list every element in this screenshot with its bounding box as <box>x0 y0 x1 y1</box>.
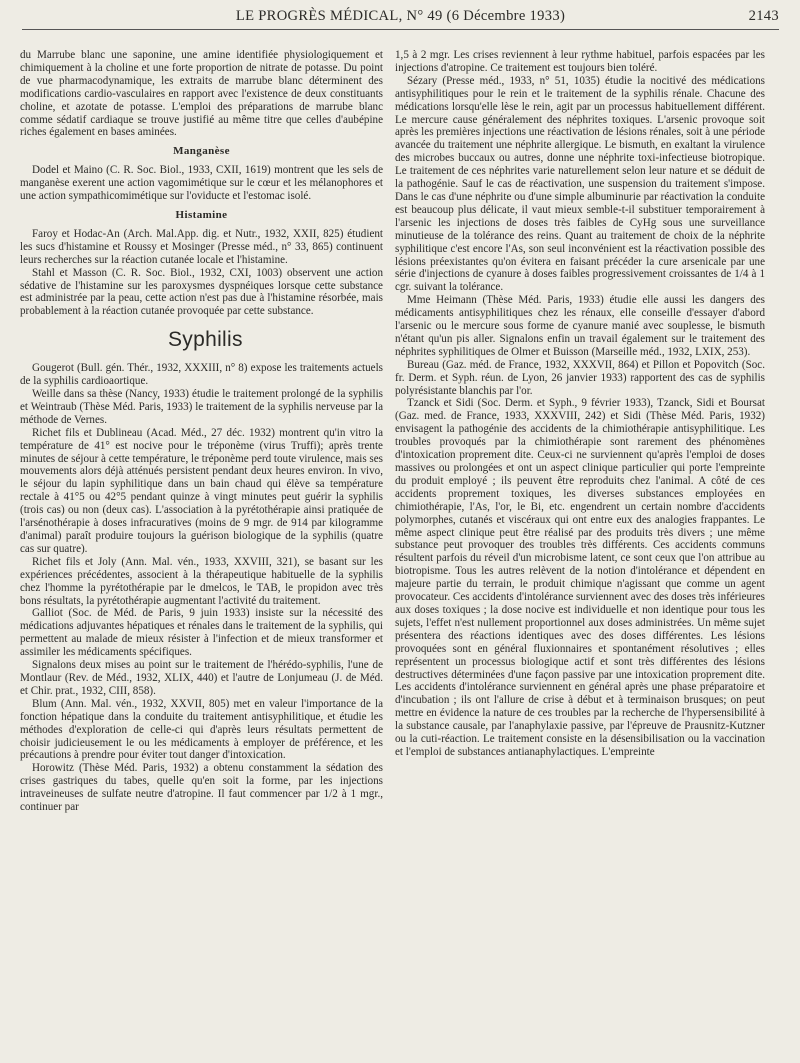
paragraph: Gougerot (Bull. gén. Thér., 1932, XXXIII, n° 8) expose les traitements actuels de la syphilis cardioaortique. <box>20 362 383 388</box>
right-column <box>395 49 765 759</box>
paragraph: Richet fils et Joly (Ann. Mal. vén., 1933, XXVIII, 321), se basant sur les expériences précédentes, associent à la thérapeutique habituelle de la syphilis chez l'homme la pyrétothérapie par le dmelcos, le TAB, le propidon avec très bons résultats, la pyrétothérapie augmentant l'activité du traitement. <box>20 555 383 607</box>
page-header <box>22 8 779 30</box>
page-number: 2143 <box>748 8 779 24</box>
paragraph: Blum (Ann. Mal. vén., 1932, XXVII, 805) met en valeur l'importance de la fonction hépatique dans la conduite du traitement antisyphilitique, et étudie les méthodes d'exploration de celle-ci qui d'après leurs résultats permettent de choisir judicieusement le ou les médicaments à employer de préférence, et les précautions à prendre pour éviter tout danger d'intoxication. <box>20 697 383 762</box>
section-heading-syphilis: Syphilis <box>168 328 243 352</box>
paragraph: Weille dans sa thèse (Nancy, 1933) étudie le traitement prolongé de la syphilis et Weintraub (Thèse Méd. Paris, 1933) le traitement de la syphilis nerveuse par la méthode de Vernes. <box>20 388 383 426</box>
header-rule <box>22 29 779 30</box>
paragraph: Stahl et Masson (C. R. Soc. Biol., 1932, CXI, 1003) observent une action sédative de l'histamine sur les paroxysmes dyspnéiques lorsque cette substance est administrée par la peau, cette action n'est pas due à l'histamine résorbée, mais probablement à la réaction cutanée provoquée par cette substance. <box>20 266 383 318</box>
journal-title: LE PROGRÈS MÉDICAL, N° 49 (6 Décembre 1933) <box>235 8 566 24</box>
paragraph: Signalons deux mises au point sur le traitement de l'hérédo-syphilis, l'une de Montlaur (Rev. de Méd., 1932, XLIX, 440) et l'autre de Lonjumeau (J. de Méd. et Chir. prat., 1932, CIII, 858). <box>20 659 383 697</box>
paragraph: Mme Heimann (Thèse Méd. Paris, 1933) étudie elle aussi les dangers des médicaments antisyphilitiques chez les rénaux, elle conseille d'essayer d'abord l'arsenic ou le mercure sous forme de cyanure manié avec souplesse, le bismuth n'étant qu'un pis aller. Signalons enfin un travail également sur le traitement des néphrites syphilitiques de Olmer et Buisson (Marseille méd., 1932, LXIX, 253). <box>395 294 765 358</box>
paragraph: Tzanck et Sidi (Soc. Derm. et Syph., 9 février 1933), Tzanck, Sidi et Boursat (Gaz. med. de France, 1933, XXXVIII, 242) et Sidi (Thèse Méd. Paris, 1932) envisagent la pathogénie des accidents de la chimiothérapie antisyphilitique. Les troubles provoqués par la chimiothérapie sont rarement des phénomènes d'intoxication proprement dite. Ceux-ci ne surviennent qu'après l'emploi de doses massives ou prolongées et ont un aspect clinique particulier qui porte l'empreinte du produit employé ; ils peuvent être reproduits chez l'animal. A côté de ces accidents proprement toxiques, les diverses substances employées en chimiothérapie, l'As, l'or, le Bi, etc. engendrent un certain nombre d'accidents polymorphes, cutanés et viscéraux qui ont entre eux des analogies frappantes. Le même aspect clinique peut être réalisé par des produits très divers ; une même substance peut provoquer des troubles très différents. Ces accidents communs résultent parfois du réveil d'un microbisme latent, ce sont ceux que l'on attribue au biotropisme. Tous les autres relèvent de la notion d'intolérance et dépendent en majeure partie du terrain, le produit chimique n'agissant que comme un agent provocateur. Ces accidents d'intolérance surviennent avec des doses très inférieures aux doses toxiques ; la dose nocive est individuelle et non identique pour tous les sujets, l'effet n'est nullement proportionnel aux doses administrées. Un même sujet présentera des réactions identiques avec des doses différentes. Les lésions provoquées sont en général fluxionnaires et spontanément résolutives ; elles représentent un processus biologique actif et sont très différentes des lésions destructives déterminées d'une façon passive par une intoxication proprement dite. Les accidents d'intolérance surviennent en général après une phase préparatoire et d'incubation ; ils ont l'allure de crise à début et à terminaison brusques; on peut mettre en évidence la nature de ces troubles par la recherche de l'hypersensibilité à la substance causale, par l'anaphylaxie passive, par l'épreuve de Prausnitz-Kutzner ou la cuti-réaction. Le traitement consiste en la désensibilisation ou la vaccination et l'emploi de substances antianaphylactiques. L'empreinte <box>395 397 765 758</box>
paragraph: du Marrube blanc une saponine, une amine identifiée physiologiquement et chimiquement à la choline et une forte proportion de nitrate de potasse. Du point de vue pharmacodynamique, les extraits de marrube blanc déterminent des modifications cardio-vasculaires en rapport avec l'existence de deux constituants choline, et azotate de potasse. L'emploi des préparations de marrube blanc comme sédatif cardiaque se trouve justifié au même titre que celles d'aubépine riches également en bases aminées. <box>20 49 383 139</box>
paragraph: 1,5 à 2 mgr. Les crises reviennent à leur rythme habituel, parfois espacées par les injections d'atropine. Ce traitement est toujours bien toléré. <box>395 49 765 74</box>
paragraph: Faroy et Hodac-An (Arch. Mal.App. dig. et Nutr., 1932, XXII, 825) étudient les sucs d'histamine et Roussy et Mosinger (Presse méd., n° 33, 865) continuent leurs recherches sur la réaction cutanée locale et l'histamine. <box>20 227 383 266</box>
paragraph: Galliot (Soc. de Méd. de Paris, 9 juin 1933) insiste sur la nécessité des médications adjuvantes hépatiques et rénales dans le traitement de la syphilis, qui permettent au malade de mieux résister à l'infection et de mieux transformer et assimiler les médicaments spécifiques. <box>20 607 383 659</box>
paragraph: Sézary (Presse méd., 1933, n° 51, 1035) étudie la nocitivé des médications antisyphilitiques pour le rein et le traitement de la syphilis rénale. Chacune des médications lorsqu'elle lèse le rein, agit par un processus habituellement différent. Le mercure cause généralement des néphrites toxiques. L'arsenic provoque soit après les premières injections une réactivation de lésions rénales, soit à une période avancée du traitement une néphrite allergique. Le bismuth, en exaltant la virulence des microbes buccaux ou autres, donne une néphrite toxi-infectieuse biotropique. Le traitement de ces néphrites varie naturellement selon leur nature et se déduit de la pathogénie. Sauf le cas de réactivation, une suspension du traitement s'impose. Dans le cas d'une néphrite ou d'une simple albuminurie par réactivation la conduite est beaucoup plus délicate, il vaut mieux semble-t-il substituer temporairement à l'arsenic les injections de doses très faibles de CyHg sous une surveillance minutieuse de la tolérance des reins. Quant au traitement de choix de la néphrite syphilitique c'est encore l'As, son seul inconvénient est la réactivation possible des lésions préexistantes qu'on évitera en faisant précéder la cure arsenicale par une série d'injections de cyanure à doses faibles progressivement croissantes de 1/4 à 1 cgr. suivant la tolérance. <box>395 74 765 294</box>
left-column <box>20 49 383 814</box>
subheading-histamine: Histamine <box>175 208 228 221</box>
paragraph: Bureau (Gaz. méd. de France, 1932, XXXVII, 864) et Pillon et Popovitch (Soc. fr. Derm. et Syph. réun. de Lyon, 26 janvier 1933) rapportent des cas de syphilis polyrésistante blanchis par l'or. <box>395 358 765 397</box>
subheading-manganese: Manganèse <box>173 145 230 158</box>
paragraph: Richet fils et Dublineau (Acad. Méd., 27 déc. 1932) montrent qu'in vitro la température de 41° est nocive pour le tréponème (virus Truffi); après trente minutes de séjour à cette température, le tréponème perd toute virulence, mais ses mouvements alors déjà atténués persistent pendant deux heures environ. In vivo, le séjour du lapin syphilitique dans un bain chaud qui élève sa température rectale à 41°5 ou 42°5 pendant quinze à vingt minutes peut guérir la syphilis (trois cas) ou non (deux cas). L'association à la pyrétothérapie ainsi pratiquée de l'arsénothérapie à doses infracuratives (moins de 9 mgr. de 914 par kilogramme d'animal) paraît produire toujours la guérison biologique de la syphilis (quatre cas sur quatre). <box>20 426 383 555</box>
paragraph: Dodel et Maino (C. R. Soc. Biol., 1933, CXII, 1619) montrent que les sels de manganèse exerent une action vagomimétique sur le cœur et les mélanophores et une action sympathicomimétique sur l'oviducte et l'estomac isolé. <box>20 164 383 203</box>
paragraph: Horowitz (Thèse Méd. Paris, 1932) a obtenu constamment la sédation des crises gastriques du tabes, quelle qu'en soit la forme, par les injections intraveineuses de sulfate neutre d'atropine. Il faut commencer par 1/2 à 1 mgr., continuer par <box>20 762 383 814</box>
